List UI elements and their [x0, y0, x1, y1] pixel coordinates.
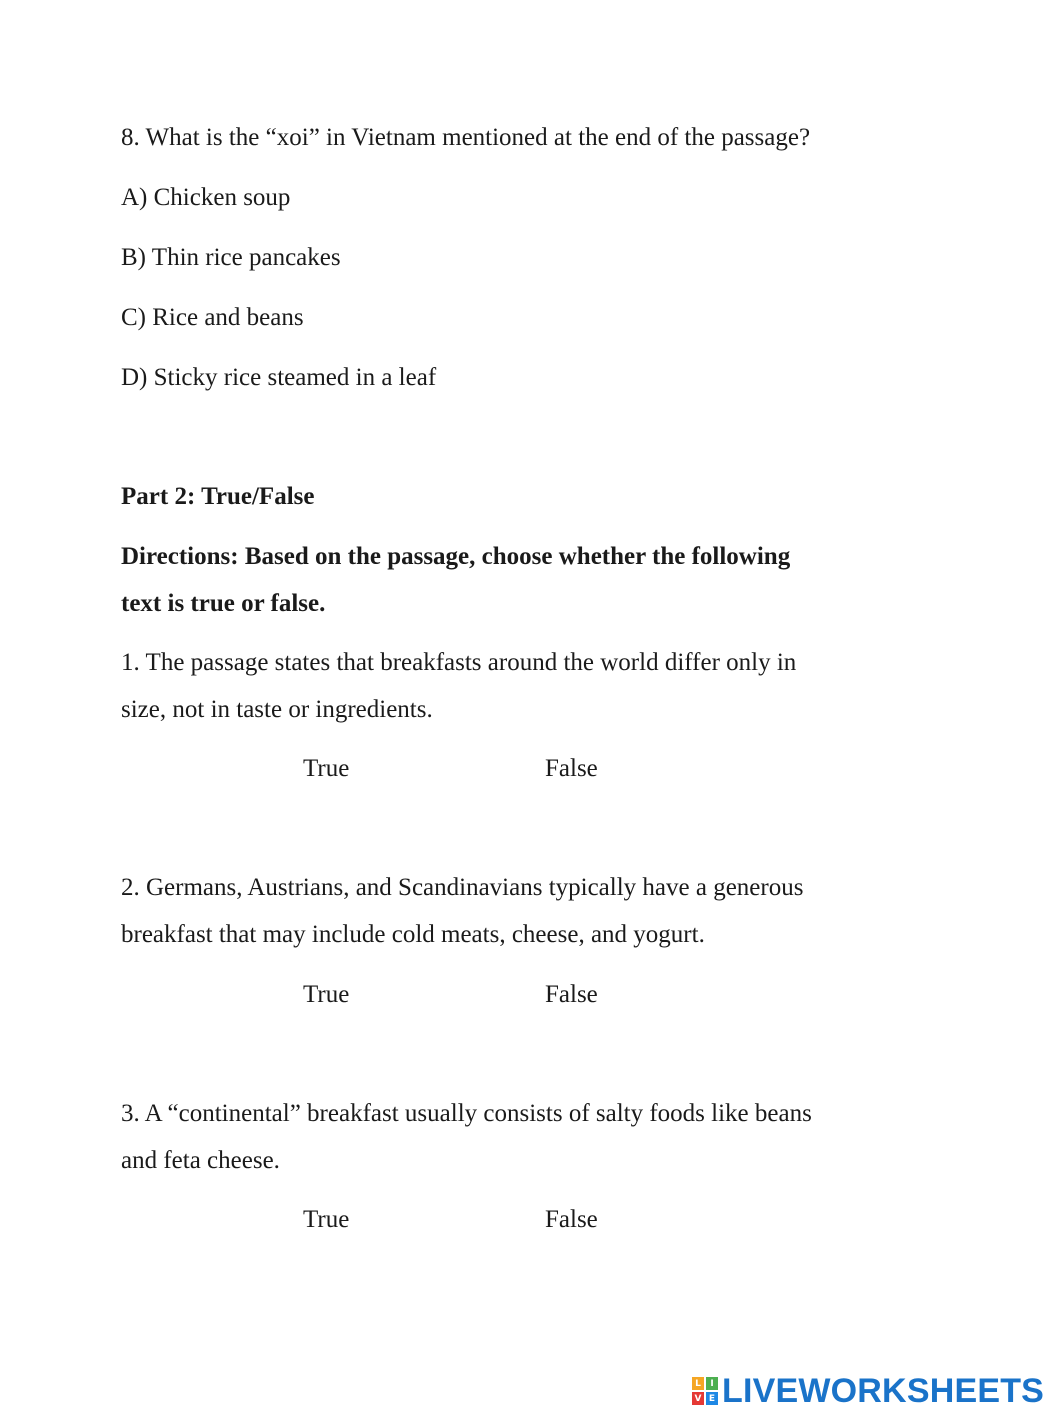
tf-question-1-true[interactable]: True: [303, 755, 350, 782]
tf-question-2-line-2: breakfast that may include cold meats, cheese, and yogurt.: [121, 921, 705, 948]
liveworksheets-logo-icon: L I V E: [692, 1377, 718, 1405]
tf-question-3-false[interactable]: False: [545, 1206, 598, 1233]
tf-question-2-false[interactable]: False: [545, 981, 598, 1008]
option-a[interactable]: A) Chicken soup: [121, 184, 291, 211]
option-d[interactable]: D) Sticky rice steamed in a leaf: [121, 364, 437, 391]
tf-question-3-line-2: and feta cheese.: [121, 1147, 280, 1174]
tf-question-3-true[interactable]: True: [303, 1206, 350, 1233]
option-b[interactable]: B) Thin rice pancakes: [121, 244, 341, 271]
directions-line-2: text is true or false.: [121, 590, 326, 617]
option-c[interactable]: C) Rice and beans: [121, 304, 304, 331]
part-2-heading: Part 2: True/False: [121, 483, 315, 510]
tf-question-2-true[interactable]: True: [303, 981, 350, 1008]
tf-question-2-line-1: 2. Germans, Austrians, and Scandinavians typically have a generous: [121, 874, 804, 901]
tf-question-1-line-1: 1. The passage states that breakfasts around the world differ only in: [121, 649, 797, 676]
directions-line-1: Directions: Based on the passage, choose whether the following: [121, 543, 791, 570]
liveworksheets-logo: [692, 1374, 1044, 1408]
tf-question-1-false[interactable]: False: [545, 755, 598, 782]
tf-question-3-line-1: 3. A “continental” breakfast usually consists of salty foods like beans: [121, 1100, 812, 1127]
question-8-text: 8. What is the “xoi” in Vietnam mentioned at the end of the passage?: [121, 124, 811, 151]
tf-question-1-line-2: size, not in taste or ingredients.: [121, 696, 433, 723]
liveworksheets-logo-text: LIVEWORKSHEETS: [722, 1372, 1044, 1410]
